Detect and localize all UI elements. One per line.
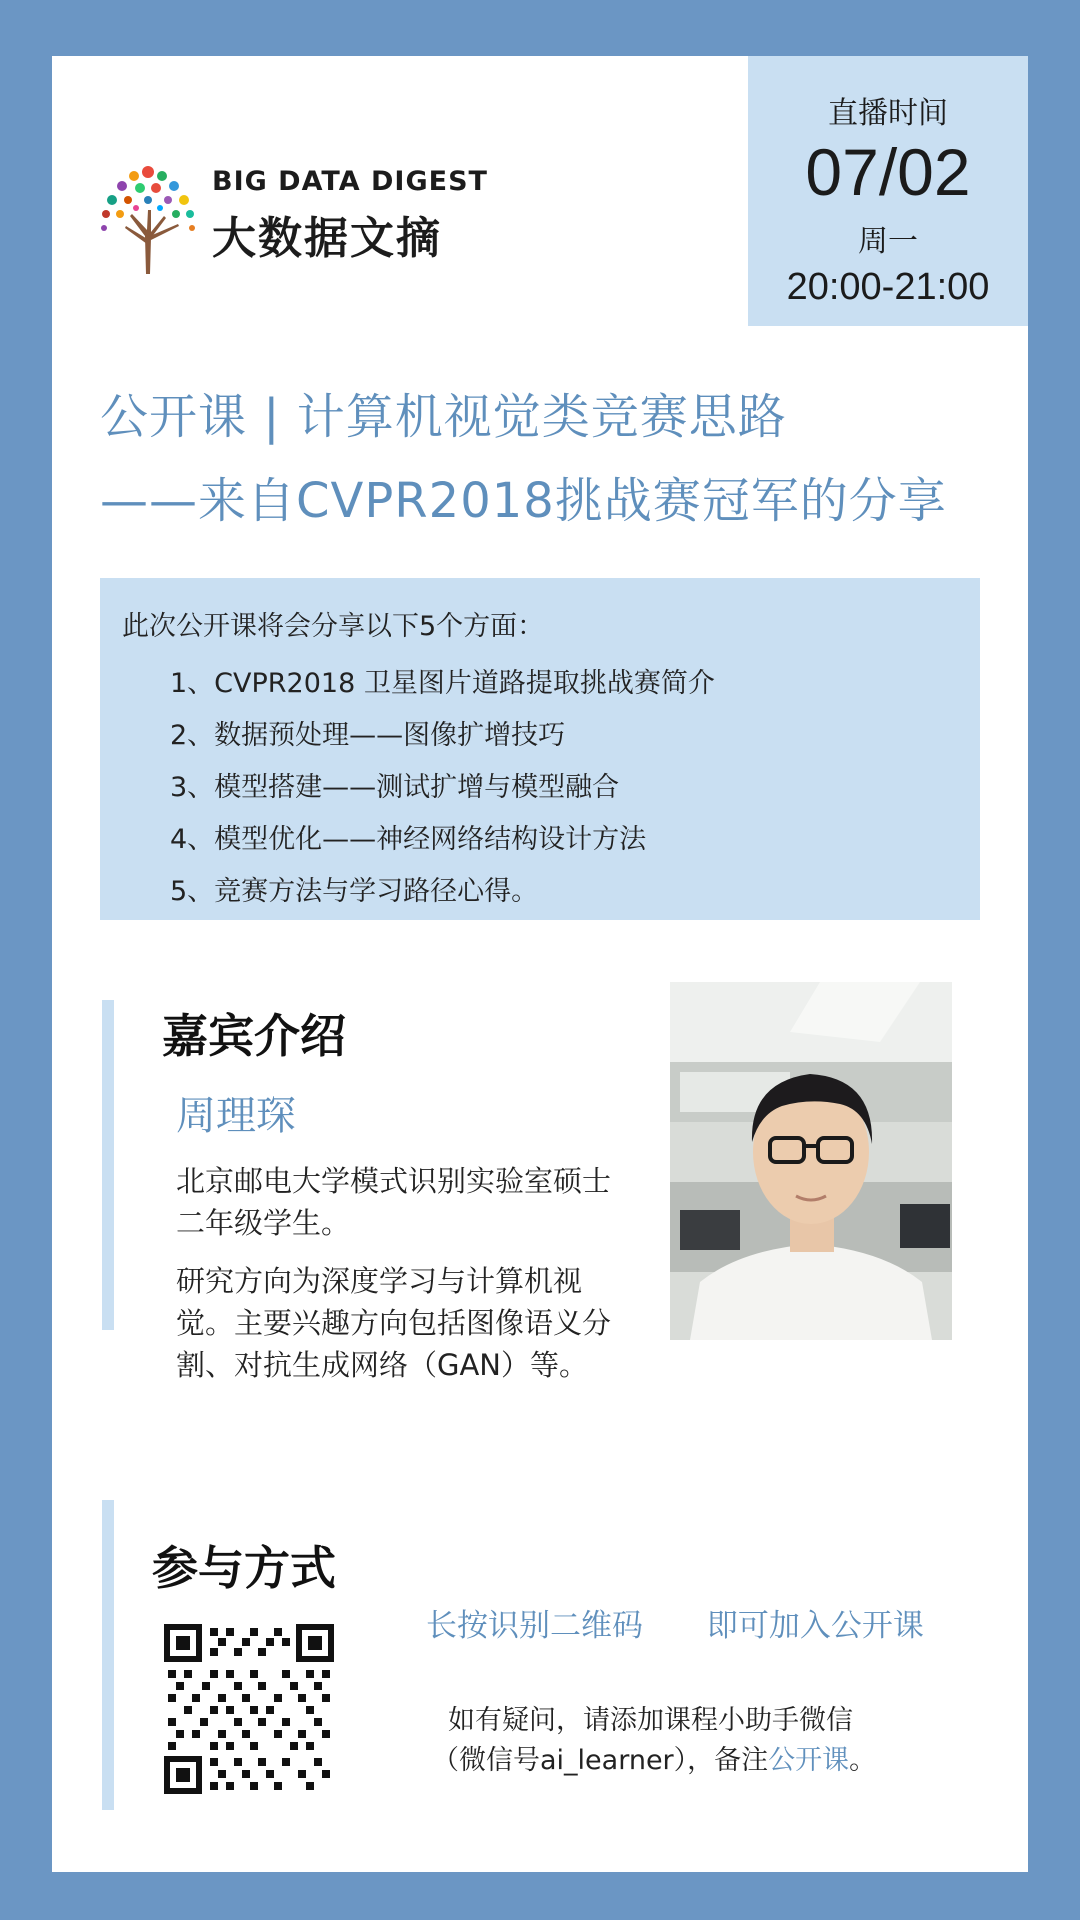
scan-instruction-a: 长按识别二维码 [426,1608,643,1644]
topic-item: 2、数据预处理——图像扩增技巧 [170,720,566,751]
topic-item: 5、竞赛方法与学习路径心得。 [170,876,539,907]
scan-instruction [426,1600,924,1645]
brand-name-cn: 大数据文摘 [212,213,442,264]
topic-item: 3、模型搭建——测试扩增与模型融合 [170,772,620,803]
guest-portrait-image [670,982,952,1340]
course-subtitle: ——来自CVPR2018挑战赛冠军的分享 [100,473,947,529]
guest-bio-education: 北京邮电大学模式识别实验室硕士二年级学生。 [176,1164,612,1240]
brand-logo [96,156,496,276]
help-line-1: 如有疑问，请添加课程小助手微信 [448,1705,853,1736]
join-accent-bar [102,1500,114,1810]
poster-card [52,56,1028,1872]
help-line-2-highlight: 公开课 [768,1745,850,1776]
live-weekday: 周一 [858,224,918,259]
live-date: 07/02 [805,135,971,209]
guest-bio-research: 研究方向为深度学习与计算机视觉。主要兴趣方向包括图像语义分割、对抗生成网络（GAN）等。 [176,1264,612,1382]
live-hours: 20:00-21:00 [786,266,990,308]
qr-code-icon[interactable] [164,1624,334,1794]
help-line-2 [432,1738,876,1777]
help-line-2-prefix: （微信号ai_learner），备注 [432,1745,769,1776]
join-heading: 参与方式 [152,1541,336,1595]
guest-accent-bar [102,1000,114,1330]
help-line-2-suffix: 。 [849,1745,877,1776]
topics-panel [100,578,980,920]
tree-logo-icon [96,156,200,276]
guest-heading: 嘉宾介绍 [162,1009,346,1063]
topic-item: 1、CVPR2018 卫星图片道路提取挑战赛简介 [170,668,715,699]
guest-photo [670,982,952,1340]
topics-list [170,658,715,918]
live-time-box [748,56,1028,326]
course-title: 公开课 | 计算机视觉类竞赛思路 [100,389,787,445]
scan-instruction-b: 即可加入公开课 [706,1608,924,1644]
guest-name: 周理琛 [176,1093,296,1139]
brand-name-en: BIG DATA DIGEST [212,166,488,197]
topic-item: 4、模型优化——神经网络结构设计方法 [170,824,647,855]
live-label: 直播时间 [828,96,948,131]
topics-intro: 此次公开课将会分享以下5个方面： [122,611,545,642]
